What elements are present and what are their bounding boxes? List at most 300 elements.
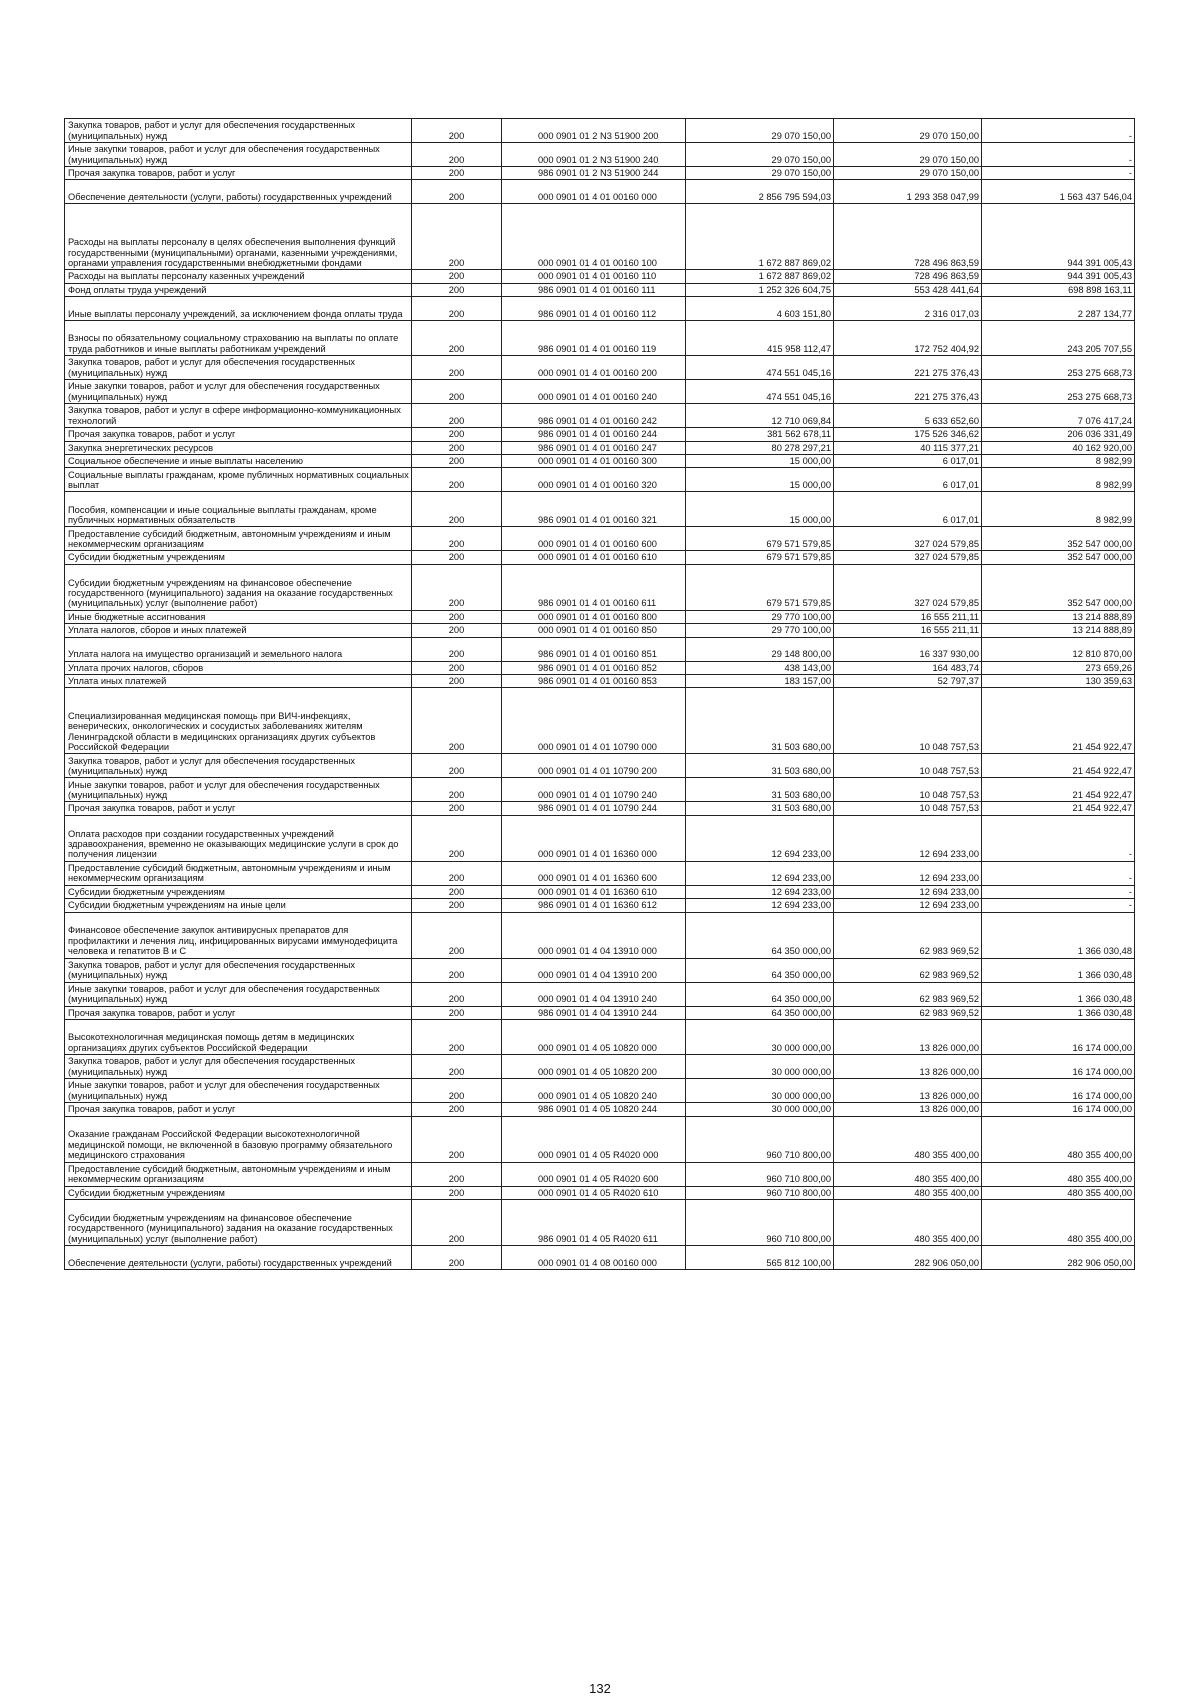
- row-remaining-amount: 253 275 668,73: [982, 356, 1135, 380]
- row-remaining-amount: 480 355 400,00: [982, 1116, 1135, 1162]
- row-budget-classification-code: 986 0901 01 4 01 16360 612: [502, 899, 686, 912]
- row-remaining-amount: -: [982, 119, 1135, 143]
- row-executed-amount: 62 983 969,52: [834, 1006, 982, 1019]
- row-name: Оказание гражданам Российской Федерации высокотехнологичной медицинской помощи, не включенной в базовую программу обязательного медицинского страхования: [65, 1116, 412, 1162]
- page-number: 132: [589, 1681, 611, 1696]
- row-code: 200: [412, 180, 502, 204]
- row-code: 200: [412, 1162, 502, 1186]
- row-name: Субсидии бюджетным учреждениям на иные цели: [65, 899, 412, 912]
- row-remaining-amount: 13 214 888,89: [982, 610, 1135, 623]
- row-executed-amount: 553 428 441,64: [834, 283, 982, 296]
- row-name: Закупка товаров, работ и услуг для обеспечения государственных (муниципальных) нужд: [65, 754, 412, 778]
- row-code: 200: [412, 754, 502, 778]
- row-budget-classification-code: 000 0901 01 4 05 10820 200: [502, 1055, 686, 1079]
- row-code: 200: [412, 958, 502, 982]
- row-budget-classification-code: 986 0901 01 4 01 00160 119: [502, 321, 686, 356]
- table-row: [65, 861, 1135, 885]
- table-row: [65, 1020, 1135, 1055]
- row-budget-classification-code: 986 0901 01 4 01 00160 242: [502, 404, 686, 428]
- table-body: [65, 119, 1135, 1270]
- row-executed-amount: 16 555 211,11: [834, 610, 982, 623]
- row-assigned-amount: 64 350 000,00: [686, 982, 834, 1006]
- row-assigned-amount: 12 710 069,84: [686, 404, 834, 428]
- table-row: [65, 661, 1135, 674]
- row-code: 200: [412, 1055, 502, 1079]
- row-executed-amount: 52 797,37: [834, 675, 982, 688]
- row-code: 200: [412, 661, 502, 674]
- row-assigned-amount: 29 070 150,00: [686, 167, 834, 180]
- row-code: 200: [412, 428, 502, 441]
- row-executed-amount: 5 633 652,60: [834, 404, 982, 428]
- row-assigned-amount: 12 694 233,00: [686, 861, 834, 885]
- row-name: Субсидии бюджетным учреждениям: [65, 551, 412, 564]
- row-budget-classification-code: 986 0901 01 4 01 00160 853: [502, 675, 686, 688]
- row-assigned-amount: 1 252 326 604,75: [686, 283, 834, 296]
- row-assigned-amount: 2 856 795 594,03: [686, 180, 834, 204]
- row-remaining-amount: -: [982, 861, 1135, 885]
- table-row: [65, 815, 1135, 861]
- row-assigned-amount: 64 350 000,00: [686, 958, 834, 982]
- row-assigned-amount: 29 070 150,00: [686, 143, 834, 167]
- row-code: 200: [412, 1103, 502, 1116]
- row-budget-classification-code: 000 0901 01 4 01 00160 000: [502, 180, 686, 204]
- row-budget-classification-code: 986 0901 01 4 01 00160 244: [502, 428, 686, 441]
- row-executed-amount: 282 906 050,00: [834, 1245, 982, 1269]
- table-row: [65, 675, 1135, 688]
- table-row: [65, 1079, 1135, 1103]
- row-executed-amount: 480 355 400,00: [834, 1162, 982, 1186]
- row-budget-classification-code: 000 0901 01 4 01 16360 610: [502, 885, 686, 898]
- row-code: 200: [412, 802, 502, 815]
- row-remaining-amount: 253 275 668,73: [982, 380, 1135, 404]
- row-remaining-amount: 16 174 000,00: [982, 1079, 1135, 1103]
- table-row: [65, 1186, 1135, 1199]
- row-name: Закупка товаров, работ и услуг для обеспечения государственных (муниципальных) нужд: [65, 119, 412, 143]
- row-budget-classification-code: 986 0901 01 4 01 00160 112: [502, 297, 686, 321]
- row-code: 200: [412, 912, 502, 958]
- row-executed-amount: 327 024 579,85: [834, 564, 982, 610]
- row-budget-classification-code: 000 0901 01 4 05 R4020 000: [502, 1116, 686, 1162]
- row-assigned-amount: 30 000 000,00: [686, 1079, 834, 1103]
- row-name: Закупка товаров, работ и услуг для обеспечения государственных (муниципальных) нужд: [65, 958, 412, 982]
- row-budget-classification-code: 000 0901 01 4 01 00160 610: [502, 551, 686, 564]
- row-executed-amount: 16 337 930,00: [834, 637, 982, 661]
- row-assigned-amount: 64 350 000,00: [686, 1006, 834, 1019]
- row-executed-amount: 13 826 000,00: [834, 1055, 982, 1079]
- row-assigned-amount: 29 070 150,00: [686, 119, 834, 143]
- row-remaining-amount: 243 205 707,55: [982, 321, 1135, 356]
- table-row: [65, 119, 1135, 143]
- row-assigned-amount: 415 958 112,47: [686, 321, 834, 356]
- row-executed-amount: 480 355 400,00: [834, 1186, 982, 1199]
- table-row: [65, 982, 1135, 1006]
- row-code: 200: [412, 283, 502, 296]
- row-assigned-amount: 31 503 680,00: [686, 802, 834, 815]
- row-name: Уплата налогов, сборов и иных платежей: [65, 624, 412, 637]
- row-remaining-amount: 944 391 005,43: [982, 204, 1135, 270]
- row-name: Субсидии бюджетным учреждениям на финансовое обеспечение государственного (муниципального) задания на оказание государственных (муниципальных) услуг (выполнение работ): [65, 564, 412, 610]
- row-remaining-amount: 12 810 870,00: [982, 637, 1135, 661]
- table-row: [65, 802, 1135, 815]
- table-row: [65, 899, 1135, 912]
- row-budget-classification-code: 986 0901 01 4 01 00160 852: [502, 661, 686, 674]
- row-name: Прочая закупка товаров, работ и услуг: [65, 1103, 412, 1116]
- row-executed-amount: 12 694 233,00: [834, 899, 982, 912]
- row-executed-amount: 40 115 377,21: [834, 441, 982, 454]
- table-row: [65, 1006, 1135, 1019]
- table-row: [65, 637, 1135, 661]
- row-executed-amount: 16 555 211,11: [834, 624, 982, 637]
- row-code: 200: [412, 778, 502, 802]
- table-row: [65, 321, 1135, 356]
- row-assigned-amount: 183 157,00: [686, 675, 834, 688]
- row-name: Закупка энергетических ресурсов: [65, 441, 412, 454]
- row-budget-classification-code: 986 0901 01 4 01 00160 851: [502, 637, 686, 661]
- row-name: Иные закупки товаров, работ и услуг для обеспечения государственных (муниципальных) нужд: [65, 143, 412, 167]
- row-name: Иные закупки товаров, работ и услуг для обеспечения государственных (муниципальных) нужд: [65, 380, 412, 404]
- row-assigned-amount: 438 143,00: [686, 661, 834, 674]
- table-row: [65, 204, 1135, 270]
- row-assigned-amount: 679 571 579,85: [686, 564, 834, 610]
- table-row: [65, 958, 1135, 982]
- table-row: [65, 180, 1135, 204]
- row-remaining-amount: 8 982,99: [982, 468, 1135, 492]
- table-row: [65, 754, 1135, 778]
- row-remaining-amount: -: [982, 167, 1135, 180]
- row-name: Иные закупки товаров, работ и услуг для обеспечения государственных (муниципальных) нужд: [65, 1079, 412, 1103]
- row-budget-classification-code: 000 0901 01 4 01 10790 200: [502, 754, 686, 778]
- row-name: Обеспечение деятельности (услуги, работы) государственных учреждений: [65, 1245, 412, 1269]
- row-budget-classification-code: 986 0901 01 4 05 R4020 611: [502, 1199, 686, 1245]
- row-executed-amount: 13 826 000,00: [834, 1103, 982, 1116]
- row-budget-classification-code: 000 0901 01 4 01 00160 300: [502, 455, 686, 468]
- row-remaining-amount: -: [982, 143, 1135, 167]
- row-assigned-amount: 15 000,00: [686, 455, 834, 468]
- row-remaining-amount: -: [982, 899, 1135, 912]
- row-code: 200: [412, 688, 502, 754]
- row-budget-classification-code: 000 0901 01 4 01 00160 100: [502, 204, 686, 270]
- row-executed-amount: 13 826 000,00: [834, 1079, 982, 1103]
- row-assigned-amount: 1 672 887 869,02: [686, 270, 834, 283]
- row-name: Оплата расходов при создании государственных учреждений здравоохранения, временно не оказывающих медицинские услуги в срок до получения лицензии: [65, 815, 412, 861]
- row-executed-amount: 1 293 358 047,99: [834, 180, 982, 204]
- row-budget-classification-code: 000 0901 01 4 08 00160 000: [502, 1245, 686, 1269]
- row-budget-classification-code: 000 0901 01 4 05 10820 240: [502, 1079, 686, 1103]
- row-code: 200: [412, 492, 502, 527]
- row-remaining-amount: -: [982, 885, 1135, 898]
- row-remaining-amount: -: [982, 815, 1135, 861]
- row-remaining-amount: 8 982,99: [982, 492, 1135, 527]
- row-budget-classification-code: 986 0901 01 2 N3 51900 244: [502, 167, 686, 180]
- row-budget-classification-code: 000 0901 01 4 01 00160 110: [502, 270, 686, 283]
- row-budget-classification-code: 986 0901 01 4 04 13910 244: [502, 1006, 686, 1019]
- row-code: 200: [412, 564, 502, 610]
- row-executed-amount: 29 070 150,00: [834, 119, 982, 143]
- row-executed-amount: 172 752 404,92: [834, 321, 982, 356]
- row-code: 200: [412, 637, 502, 661]
- row-assigned-amount: 29 148 800,00: [686, 637, 834, 661]
- row-budget-classification-code: 000 0901 01 4 01 16360 000: [502, 815, 686, 861]
- row-budget-classification-code: 000 0901 01 2 N3 51900 240: [502, 143, 686, 167]
- row-name: Прочая закупка товаров, работ и услуг: [65, 1006, 412, 1019]
- row-code: 200: [412, 899, 502, 912]
- row-remaining-amount: 8 982,99: [982, 455, 1135, 468]
- row-code: 200: [412, 885, 502, 898]
- row-budget-classification-code: 000 0901 01 4 01 00160 200: [502, 356, 686, 380]
- row-assigned-amount: 565 812 100,00: [686, 1245, 834, 1269]
- row-executed-amount: 175 526 346,62: [834, 428, 982, 441]
- row-code: 200: [412, 297, 502, 321]
- row-assigned-amount: 64 350 000,00: [686, 912, 834, 958]
- row-remaining-amount: 1 366 030,48: [982, 982, 1135, 1006]
- row-name: Закупка товаров, работ и услуг для обеспечения государственных (муниципальных) нужд: [65, 356, 412, 380]
- row-remaining-amount: 698 898 163,11: [982, 283, 1135, 296]
- row-executed-amount: 6 017,01: [834, 492, 982, 527]
- row-budget-classification-code: 000 0901 01 4 05 R4020 610: [502, 1186, 686, 1199]
- row-remaining-amount: 352 547 000,00: [982, 527, 1135, 551]
- row-executed-amount: 221 275 376,43: [834, 356, 982, 380]
- row-executed-amount: 29 070 150,00: [834, 143, 982, 167]
- row-name: Иные закупки товаров, работ и услуг для обеспечения государственных (муниципальных) нужд: [65, 982, 412, 1006]
- table-row: [65, 624, 1135, 637]
- row-executed-amount: 29 070 150,00: [834, 167, 982, 180]
- table-row: [65, 564, 1135, 610]
- table-row: [65, 1162, 1135, 1186]
- row-remaining-amount: 2 287 134,77: [982, 297, 1135, 321]
- table-row: [65, 912, 1135, 958]
- row-assigned-amount: 474 551 045,16: [686, 356, 834, 380]
- row-remaining-amount: 21 454 922,47: [982, 778, 1135, 802]
- row-code: 200: [412, 204, 502, 270]
- row-assigned-amount: 960 710 800,00: [686, 1162, 834, 1186]
- table-row: [65, 283, 1135, 296]
- row-budget-classification-code: 000 0901 01 4 01 00160 850: [502, 624, 686, 637]
- row-executed-amount: 10 048 757,53: [834, 802, 982, 815]
- table-row: [65, 297, 1135, 321]
- row-remaining-amount: 1 366 030,48: [982, 958, 1135, 982]
- table-row: [65, 270, 1135, 283]
- row-name: Предоставление субсидий бюджетным, автономным учреждениям и иным некоммерческим организациям: [65, 861, 412, 885]
- table-row: [65, 1199, 1135, 1245]
- row-code: 200: [412, 270, 502, 283]
- row-budget-classification-code: 986 0901 01 4 01 00160 111: [502, 283, 686, 296]
- row-code: 200: [412, 143, 502, 167]
- row-code: 200: [412, 441, 502, 454]
- row-remaining-amount: 1 366 030,48: [982, 1006, 1135, 1019]
- row-budget-classification-code: 986 0901 01 4 01 00160 247: [502, 441, 686, 454]
- row-name: Специализированная медицинская помощь при ВИЧ-инфекциях, венерических, онкологических и сосудистых заболеваниях жителям Ленинградской области в медицинских организациях других субъектов Российской Федерации: [65, 688, 412, 754]
- row-budget-classification-code: 000 0901 01 4 01 00160 240: [502, 380, 686, 404]
- row-assigned-amount: 12 694 233,00: [686, 815, 834, 861]
- row-budget-classification-code: 000 0901 01 4 01 00160 320: [502, 468, 686, 492]
- row-assigned-amount: 15 000,00: [686, 468, 834, 492]
- row-remaining-amount: 16 174 000,00: [982, 1020, 1135, 1055]
- table-row: [65, 380, 1135, 404]
- row-name: Иные выплаты персоналу учреждений, за исключением фонда оплаты труда: [65, 297, 412, 321]
- table-row: [65, 1103, 1135, 1116]
- row-budget-classification-code: 000 0901 01 4 01 00160 600: [502, 527, 686, 551]
- row-executed-amount: 13 826 000,00: [834, 1020, 982, 1055]
- row-executed-amount: 12 694 233,00: [834, 861, 982, 885]
- row-name: Фонд оплаты труда учреждений: [65, 283, 412, 296]
- table-row: [65, 527, 1135, 551]
- table-row: [65, 778, 1135, 802]
- row-name: Социальное обеспечение и иные выплаты населению: [65, 455, 412, 468]
- row-remaining-amount: 7 076 417,24: [982, 404, 1135, 428]
- row-remaining-amount: 480 355 400,00: [982, 1199, 1135, 1245]
- row-code: 200: [412, 404, 502, 428]
- row-executed-amount: 327 024 579,85: [834, 551, 982, 564]
- table-row: [65, 441, 1135, 454]
- row-code: 200: [412, 380, 502, 404]
- table-row: [65, 468, 1135, 492]
- row-remaining-amount: 40 162 920,00: [982, 441, 1135, 454]
- table-row: [65, 1055, 1135, 1079]
- row-assigned-amount: 29 770 100,00: [686, 624, 834, 637]
- row-name: Уплата иных платежей: [65, 675, 412, 688]
- row-executed-amount: 2 316 017,03: [834, 297, 982, 321]
- row-assigned-amount: 15 000,00: [686, 492, 834, 527]
- row-assigned-amount: 30 000 000,00: [686, 1020, 834, 1055]
- row-executed-amount: 10 048 757,53: [834, 778, 982, 802]
- row-assigned-amount: 4 603 151,80: [686, 297, 834, 321]
- row-remaining-amount: 352 547 000,00: [982, 551, 1135, 564]
- table-row: [65, 1245, 1135, 1269]
- row-assigned-amount: 12 694 233,00: [686, 899, 834, 912]
- row-name: Обеспечение деятельности (услуги, работы) государственных учреждений: [65, 180, 412, 204]
- row-name: Уплата прочих налогов, сборов: [65, 661, 412, 674]
- table-row: [65, 404, 1135, 428]
- row-remaining-amount: 16 174 000,00: [982, 1103, 1135, 1116]
- row-budget-classification-code: 000 0901 01 4 05 10820 000: [502, 1020, 686, 1055]
- row-code: 200: [412, 1116, 502, 1162]
- row-assigned-amount: 31 503 680,00: [686, 778, 834, 802]
- row-remaining-amount: 21 454 922,47: [982, 688, 1135, 754]
- row-code: 200: [412, 982, 502, 1006]
- row-code: 200: [412, 455, 502, 468]
- row-remaining-amount: 130 359,63: [982, 675, 1135, 688]
- row-remaining-amount: 21 454 922,47: [982, 802, 1135, 815]
- row-code: 200: [412, 1006, 502, 1019]
- row-executed-amount: 728 496 863,59: [834, 270, 982, 283]
- row-executed-amount: 62 983 969,52: [834, 912, 982, 958]
- row-executed-amount: 6 017,01: [834, 468, 982, 492]
- row-remaining-amount: 1 366 030,48: [982, 912, 1135, 958]
- row-name: Высокотехнологичная медицинская помощь детям в медицинских организациях других субъектов Российской Федерации: [65, 1020, 412, 1055]
- row-assigned-amount: 30 000 000,00: [686, 1055, 834, 1079]
- row-name: Взносы по обязательному социальному страхованию на выплаты по оплате труда работников и иные выплаты работникам учреждений: [65, 321, 412, 356]
- row-code: 200: [412, 1020, 502, 1055]
- row-code: 200: [412, 468, 502, 492]
- row-code: 200: [412, 119, 502, 143]
- row-code: 200: [412, 527, 502, 551]
- row-budget-classification-code: 000 0901 01 2 N3 51900 200: [502, 119, 686, 143]
- row-executed-amount: 10 048 757,53: [834, 688, 982, 754]
- row-assigned-amount: 679 571 579,85: [686, 551, 834, 564]
- table-row: [65, 610, 1135, 623]
- row-executed-amount: 12 694 233,00: [834, 815, 982, 861]
- row-code: 200: [412, 815, 502, 861]
- table-row: [65, 167, 1135, 180]
- row-code: 200: [412, 1245, 502, 1269]
- row-assigned-amount: 960 710 800,00: [686, 1186, 834, 1199]
- table-row: [65, 428, 1135, 441]
- row-name: Субсидии бюджетным учреждениям: [65, 885, 412, 898]
- row-budget-classification-code: 986 0901 01 4 01 00160 611: [502, 564, 686, 610]
- row-name: Иные закупки товаров, работ и услуг для обеспечения государственных (муниципальных) нужд: [65, 778, 412, 802]
- row-name: Прочая закупка товаров, работ и услуг: [65, 428, 412, 441]
- row-assigned-amount: 29 770 100,00: [686, 610, 834, 623]
- row-assigned-amount: 31 503 680,00: [686, 688, 834, 754]
- row-remaining-amount: 1 563 437 546,04: [982, 180, 1135, 204]
- table-row: [65, 688, 1135, 754]
- row-name: Уплата налога на имущество организаций и земельного налога: [65, 637, 412, 661]
- row-remaining-amount: 282 906 050,00: [982, 1245, 1135, 1269]
- row-remaining-amount: 16 174 000,00: [982, 1055, 1135, 1079]
- row-budget-classification-code: 000 0901 01 4 01 00160 800: [502, 610, 686, 623]
- row-remaining-amount: 13 214 888,89: [982, 624, 1135, 637]
- table-row: [65, 143, 1135, 167]
- row-executed-amount: 164 483,74: [834, 661, 982, 674]
- row-name: Расходы на выплаты персоналу казенных учреждений: [65, 270, 412, 283]
- row-executed-amount: 62 983 969,52: [834, 982, 982, 1006]
- row-name: Субсидии бюджетным учреждениям: [65, 1186, 412, 1199]
- table-row: [65, 356, 1135, 380]
- row-budget-classification-code: 000 0901 01 4 01 10790 000: [502, 688, 686, 754]
- row-code: 200: [412, 321, 502, 356]
- row-name: Предоставление субсидий бюджетным, автономным учреждениям и иным некоммерческим организациям: [65, 1162, 412, 1186]
- table-row: [65, 885, 1135, 898]
- row-budget-classification-code: 000 0901 01 4 01 10790 240: [502, 778, 686, 802]
- row-budget-classification-code: 986 0901 01 4 01 10790 244: [502, 802, 686, 815]
- row-budget-classification-code: 000 0901 01 4 05 R4020 600: [502, 1162, 686, 1186]
- row-executed-amount: 10 048 757,53: [834, 754, 982, 778]
- row-assigned-amount: 381 562 678,11: [686, 428, 834, 441]
- row-assigned-amount: 960 710 800,00: [686, 1199, 834, 1245]
- row-name: Прочая закупка товаров, работ и услуг: [65, 167, 412, 180]
- row-executed-amount: 12 694 233,00: [834, 885, 982, 898]
- row-executed-amount: 6 017,01: [834, 455, 982, 468]
- row-name: Пособия, компенсации и иные социальные выплаты гражданам, кроме публичных нормативных обязательств: [65, 492, 412, 527]
- budget-execution-table: [64, 118, 1135, 1270]
- row-code: 200: [412, 675, 502, 688]
- row-name: Иные бюджетные ассигнования: [65, 610, 412, 623]
- table-row: [65, 551, 1135, 564]
- row-remaining-amount: 273 659,26: [982, 661, 1135, 674]
- row-remaining-amount: 206 036 331,49: [982, 428, 1135, 441]
- row-remaining-amount: 480 355 400,00: [982, 1186, 1135, 1199]
- row-name: Прочая закупка товаров, работ и услуг: [65, 802, 412, 815]
- row-executed-amount: 728 496 863,59: [834, 204, 982, 270]
- row-name: Финансовое обеспечение закупок антивирусных препаратов для профилактики и лечения лиц, инфицированных вирусами иммунодефицита человека и гепатитов В и С: [65, 912, 412, 958]
- row-assigned-amount: 30 000 000,00: [686, 1103, 834, 1116]
- row-budget-classification-code: 986 0901 01 4 01 00160 321: [502, 492, 686, 527]
- table-row: [65, 455, 1135, 468]
- row-name: Предоставление субсидий бюджетным, автономным учреждениям и иным некоммерческим организациям: [65, 527, 412, 551]
- row-budget-classification-code: 000 0901 01 4 04 13910 200: [502, 958, 686, 982]
- row-assigned-amount: 12 694 233,00: [686, 885, 834, 898]
- row-executed-amount: 221 275 376,43: [834, 380, 982, 404]
- row-budget-classification-code: 000 0901 01 4 04 13910 000: [502, 912, 686, 958]
- row-budget-classification-code: 986 0901 01 4 05 10820 244: [502, 1103, 686, 1116]
- row-code: 200: [412, 861, 502, 885]
- row-code: 200: [412, 167, 502, 180]
- row-remaining-amount: 352 547 000,00: [982, 564, 1135, 610]
- row-code: 200: [412, 1199, 502, 1245]
- row-name: Субсидии бюджетным учреждениям на финансовое обеспечение государственного (муниципального) задания на оказание государственных (муниципальных) услуг (выполнение работ): [65, 1199, 412, 1245]
- table-row: [65, 492, 1135, 527]
- row-budget-classification-code: 000 0901 01 4 01 16360 600: [502, 861, 686, 885]
